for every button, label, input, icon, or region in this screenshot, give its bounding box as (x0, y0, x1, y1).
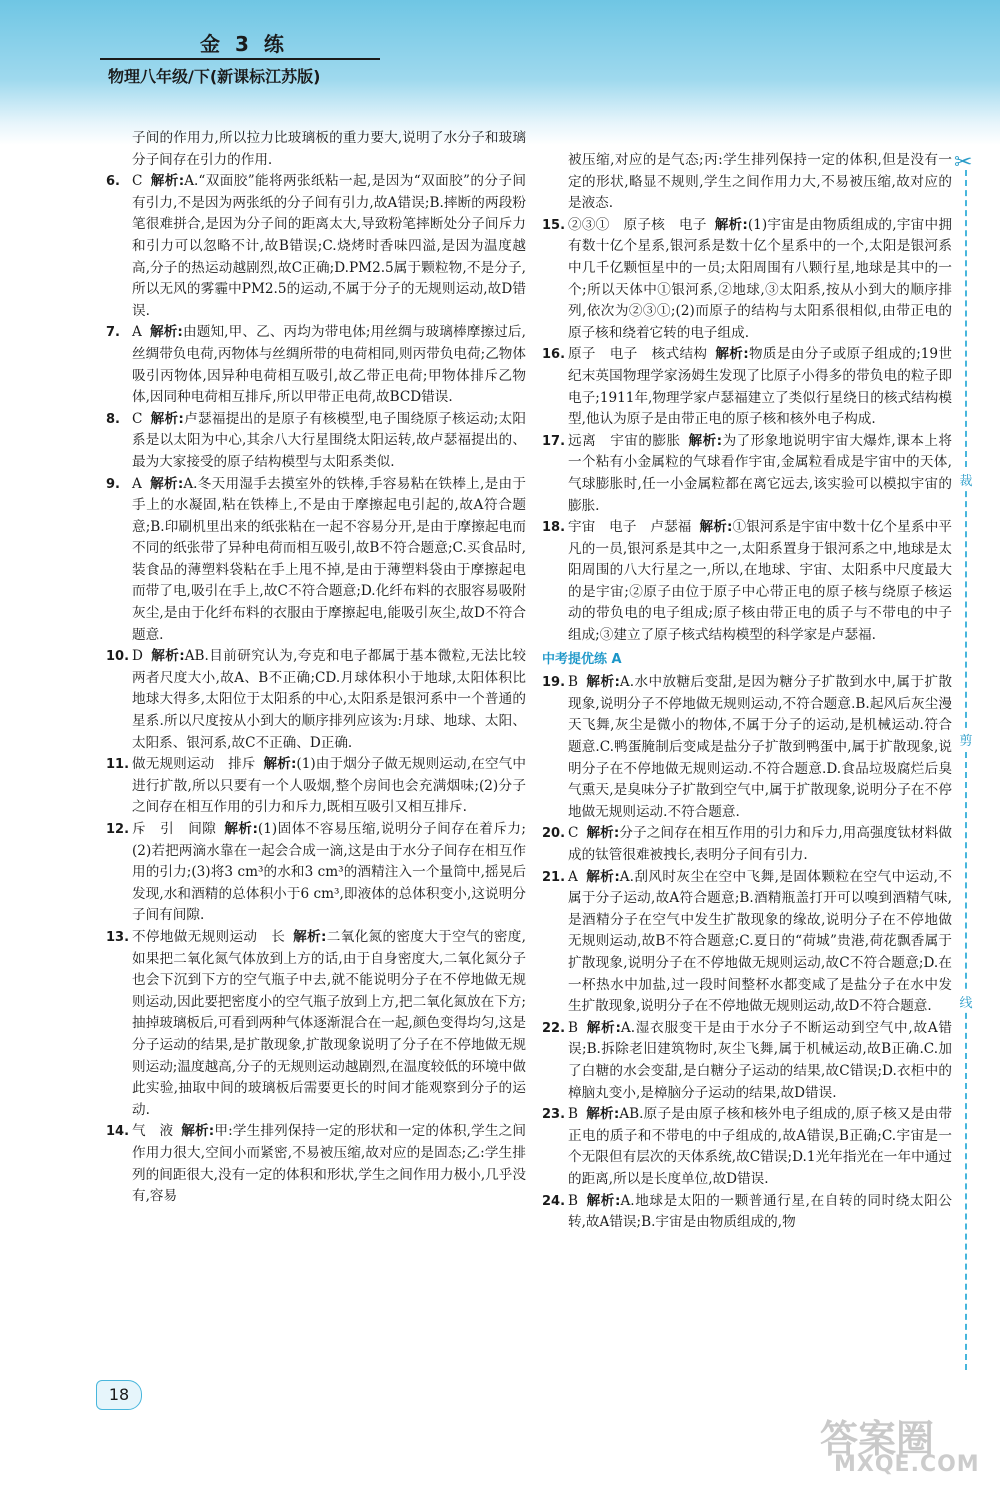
explanation-text: A.地球是太阳的一颗普通行星,在自转的同时绕太阳公转,故A错误;B.宇宙是由物质组成的,物 (568, 1192, 952, 1231)
question-number: 12. (106, 822, 130, 837)
question-number: 15. (542, 217, 566, 233)
answer-choice: 做无规则运动 排斥 (132, 756, 256, 773)
answer-choice: C (568, 825, 579, 842)
answer-item (106, 322, 526, 408)
explanation-text: ①银河系是宇宙中数十亿个星系中平凡的一员,银河系是其中之一,太阳系置身于银河系之中,地球是太阳周围的八大行星之一,所以,在地球、宇宙、太阳系中尺度最大的是宇宙;②原子由位于原子中心带正电的原子核与绕原子核运动的带负电的电子组成;原子核由带正电的质子与不带电的中子组成;③建立了原子核式结构模型的科学家是卢瑟福. (568, 519, 953, 644)
answer-item (106, 646, 526, 754)
answer-item (106, 1121, 526, 1207)
analysis-keyword: 解析: (585, 868, 620, 885)
analysis-keyword: 解析: (715, 346, 749, 363)
answer-choice: ②③① 原子核 电子 (568, 216, 707, 233)
book-title: 金 3 练 (200, 32, 288, 56)
question-number: 20. (542, 826, 566, 842)
answer-item (106, 171, 526, 322)
right-column (542, 150, 952, 1234)
answer-choice: 原子 电子 核式结构 (568, 346, 708, 363)
cut-label-xian: 线 (958, 992, 974, 1011)
explanation-text: 甲:学生排列保持一定的形状和一定的体积,学生之间作用力很大,空间小而紧密,不易被压缩,故对应的是固态;乙:学生排列的间距很大,没有一定的体积和形状,学生之间作用力极小,几乎没有,容易 (132, 1123, 527, 1205)
answer-choice: C (132, 410, 143, 427)
answer-choice: D (132, 648, 143, 665)
explanation-text: 子间的作用力,所以拉力比玻璃板的重力要大,说明了水分子和玻璃分子间存在引力的作用. (132, 130, 526, 168)
cut-label-cai: 裁 (958, 470, 974, 489)
answer-item (106, 754, 526, 819)
answer-item (542, 672, 952, 823)
answer-item (542, 1191, 952, 1234)
continued-text (542, 150, 952, 215)
answer-choice: C (132, 173, 143, 190)
explanation-text: A.湿衣服变干是由于水分子不断运动到空气中,故A错误;B.拆除老旧建筑物时,灰尘飞舞,属于机械运动,故B正确.C.加了白糖的水会变甜,是白糖分子运动的结果,故C错误;D.衣柜中的樟脑丸变小,是樟脑分子运动的结果,故D错误. (568, 1019, 952, 1101)
explanation-text: 分子之间存在相互作用的引力和斥力,用高强度钛材料做成的钛管很难被拽长,表明分子间有引力. (568, 825, 953, 863)
answer-item (542, 1018, 952, 1104)
answer-choice: 斥 引 间隙 (132, 821, 217, 837)
question-number: 9. (106, 476, 120, 492)
explanation-text: 由题知,甲、乙、丙均为带电体;用丝绸与玻璃棒摩擦过后,丝绸带负电荷,丙物体与丝绸所带的电荷相同,则丙带负电荷;乙物体吸引丙物体,因异种电荷相互吸引,故乙带正电荷;甲物体排斥乙物体,因同种电荷相互排斥,所以甲带正电荷,故BCD错误. (132, 324, 526, 406)
answer-item (542, 431, 952, 517)
analysis-keyword: 解析: (150, 648, 185, 665)
answer-item (106, 474, 526, 647)
question-number: 23. (542, 1107, 566, 1123)
answer-choice: A (568, 868, 578, 885)
explanation-text: (1)宇宙是由物质组成的,宇宙中拥有数十亿个星系,银河系是数十亿个星系中的一个,太阳是银河系中几千亿颗恒星中的一员;太阳周围有八颗行星,地球是其中的一个;所以天体中①银河系,②地球,③太阳系,按从小到大的顺序排列,依次为②③①;(2)而原子的结构与太阳系很相似,由带正电的原子核和绕着它转的电子组成. (568, 216, 953, 341)
question-number: 18. (542, 520, 566, 536)
question-number: 21. (542, 869, 566, 885)
explanation-text: A.冬天用湿手去摸室外的铁棒,手容易粘在铁棒上,是由于手上的水凝固,粘在铁棒上,不是由于摩擦起电引起的,故A符合题意;B.印刷机里出来的纸张粘在一起不容易分开,是由于摩擦起电而不同的纸张带了异种电荷而相互吸引,故B不符合题意;C.买食品时,装食品的薄塑料袋粘在手上甩不掉,是由于薄塑料袋由于摩擦起电而带了电,吸引在手上,故C不符合题意;D.化纤布料的衣服容易吸附灰尘,是由于化纤布料的衣服由于摩擦起电,能吸引灰尘,故D不符合题意. (132, 475, 527, 643)
scissors-icon: ✂ (954, 150, 973, 175)
question-number: 11. (106, 757, 130, 773)
analysis-keyword: 解析: (688, 432, 723, 449)
analysis-keyword: 解析: (150, 410, 184, 427)
page-header (0, 0, 1000, 145)
question-number: 13. (106, 929, 130, 945)
section-heading: 中考提优练 A (542, 651, 622, 667)
analysis-keyword: 解析: (586, 674, 620, 691)
analysis-keyword: 解析: (263, 756, 297, 773)
analysis-keyword: 解析: (586, 825, 620, 842)
analysis-keyword: 解析: (699, 519, 733, 536)
explanation-text: A.刮风时灰尘在空中飞舞,是固体颗粒在空气中运动,不属于分子运动,故A符合题意;B.酒精瓶盖打开可以嗅到酒精气味,是酒精分子在空气中发生扩散现象的缘故,说明分子在不停地做无规则运动,故B不符合题意;C.夏日的“荷城”贵港,荷花飘香属于扩散现象,说明分子在不停地做无规则运动,故C不符合题意;D.在一杯热水中加盐,过一段时间整杯水都变咸了是盐分子在水中发生扩散现象,说明分子在不停地做无规则运动,故D不符合题意. (568, 868, 953, 1015)
cut-label-jian: 剪 (958, 730, 974, 749)
cut-line (965, 170, 967, 1370)
answer-item (542, 867, 952, 1018)
watermark-url: MXQE.COM (834, 1452, 980, 1477)
explanation-text: (1)由于烟分子做无规则运动,在空气中进行扩散,所以只要有一个人吸烟,整个房间也会充满烟味;(2)分子之间存在相互作用的引力和斥力,既相互吸引又相互排斥. (132, 756, 527, 816)
answer-item (106, 819, 526, 927)
question-number: 19. (542, 675, 566, 691)
answer-choice: 远离 宇宙的膨胀 (568, 432, 681, 449)
explanation-text: 二氧化氮的密度大于空气的密度,如果把二氧化氮气体放到上方的话,由于自身密度大,二氧化氮分子也会下沉到下方的空气瓶子中去,就不能说明分子在不停地做无规则运动,因此要把密度小的空气瓶子放到上方,把二氧化氮放在下方;抽掉玻璃板后,可看到两种气体逐渐混合在一起,颜色变得均匀,这是分子运动的结果,是扩散现象,扩散现象说明了分子在不停地做无规则运动;温度越高,分子的无规则运动越剧烈,在温度较低的环境中做此实验,抽取中间的玻璃板后需要更长的时间才能观察到分子的运动. (132, 928, 527, 1118)
analysis-keyword: 解析: (586, 1106, 620, 1123)
analysis-keyword: 解析: (149, 324, 183, 341)
question-number: 6. (106, 174, 120, 190)
question-number: 17. (542, 433, 566, 449)
answer-choice: 宇宙 电子 卢瑟福 (568, 519, 692, 536)
explanation-text: (1)固体不容易压缩,说明分子间存在着斥力;(2)若把两滴水靠在一起会合成一滴,这是由于水分子间存在相互作用的引力;(3)将3 cm³的水和3 cm³的酒精注入一个量筒中,摇晃后发现,水和酒精的总体积小于6 cm³,即液体的总体积变小,这说明分子间有间隙. (132, 821, 527, 924)
answer-item (106, 409, 526, 474)
analysis-keyword: 解析: (150, 173, 185, 190)
question-number: 7. (106, 325, 120, 341)
answer-choice: 不停地做无规则运动 长 (132, 928, 286, 945)
explanation-text: A.水中放糖后变甜,是因为糖分子扩散到水中,属于扩散现象,说明分子不停地做无规则运动,不符合题意.B.起风后灰尘漫天飞舞,灰尘是微小的物体,不属于分子的运动,是机械运动.符合题意.C.鸭蛋腌制后变咸是盐分子扩散到鸭蛋中,属于扩散现象,说明分子在不停地做无规则运动.不符合题意.D.食品垃圾腐烂后臭气熏天,是臭味分子扩散到空气中,属于扩散现象,说明分子在不停地做无规则运动.不符合题意. (568, 674, 952, 820)
analysis-keyword: 解析: (293, 928, 327, 945)
explanation-text: AB.目前研究认为,夸克和电子都属于基本微粒,无法比较两者尺度大小,故A、B不正确;CD.月球体积小于地球,太阳体积比地球大得多,太阳位于太阳系的中心,太阳系是银河系中一个普通的星系.所以尺度按从小到大的顺序排列应该为:月球、地球、太阳、太阳系、银河系,故C不正确、D正确. (132, 648, 526, 751)
question-number: 22. (542, 1020, 566, 1036)
question-number: 24. (542, 1193, 566, 1209)
explanation-text: AB.原子是由原子核和核外电子组成的,原子核又是由带正电的质子和不带电的中子组成的,故A错误,B正确;C.宇宙是一个无限但有层次的天体系统,故C错误;D.1光年指光在一年中通过的距离,所以是长度单位,故D错误. (568, 1106, 953, 1187)
analysis-keyword: 解析: (224, 821, 258, 837)
analysis-keyword: 解析: (149, 475, 184, 492)
answer-item (106, 927, 526, 1121)
answer-choice: B (568, 1106, 578, 1123)
explanation-text: 被压缩,对应的是气态;丙:学生排列保持一定的体积,但是没有一定的形状,略显不规则,学生之间作用力大,不易被压缩,故对应的是液态. (568, 152, 952, 212)
answer-item (542, 1104, 952, 1190)
answer-choice: B (568, 1019, 578, 1036)
explanation-text: A.“双面胶”能将两张纸粘一起,是因为“双面胶”的分子间有引力,不是因为两张纸的分子间有引力,故A错误;B.摔断的两段粉笔很难拼合,是因为分子间的距离太大,导致粉笔摔断处分子间斥力和引力可以忽略不计,故B错误;C.烧烤时香味四溢,是因为温度越高,分子的热运动越剧烈,故C正确;D.PM2.5属于颗粒物,不是分子,所以无风的雾霾中PM2.5的运动,不属于分子的无规则运动,故D错误. (132, 173, 526, 319)
answer-choice: B (568, 674, 578, 691)
answer-choice: A (132, 475, 142, 492)
continued-text (106, 128, 526, 171)
explanation-text: 卢瑟福提出的是原子有核模型,电子围绕原子核运动;太阳系是以太阳为中心,其余八大行星围绕太阳运转,故卢瑟福提出的、最为大家接受的原子结构模型与太阳系类似. (132, 410, 526, 470)
explanation-text: 为了形象地说明宇宙大爆炸,课本上将一个粘有小金属粒的气球看作宇宙,金属粒看成是宇宙中的天体,气球膨胀时,任一小金属粒都在离它远去,该实验可以模拟宇宙的膨胀. (568, 432, 953, 514)
answer-item (542, 344, 952, 430)
analysis-keyword: 解析: (586, 1192, 621, 1209)
explanation-text: 物质是由分子或原子组成的;19世纪末英国物理学家汤姆生发现了比原子小得多的带负电的粒子即电子;1911年,物理学家卢瑟福建立了类似行星绕日的核式结构模型,他认为原子是由带正电的原子核和核外电子构成. (568, 346, 953, 428)
answer-item (542, 823, 952, 866)
watermark-logo: 答案圈 (820, 1417, 935, 1461)
analysis-keyword: 解析: (714, 216, 748, 233)
header-divider (100, 58, 380, 60)
left-column (106, 128, 526, 1208)
answer-item (542, 517, 952, 647)
answer-choice: A (132, 324, 142, 341)
answer-choice: 气 液 (132, 1123, 174, 1140)
analysis-keyword: 解析: (181, 1123, 215, 1140)
page-number: 18 (96, 1380, 142, 1410)
answer-item (542, 215, 952, 345)
question-number: 14. (106, 1124, 130, 1140)
answer-choice: B (568, 1192, 578, 1209)
question-number: 8. (106, 411, 120, 427)
question-number: 16. (542, 347, 566, 363)
book-subtitle: 物理八年级/下(新课标江苏版) (108, 67, 321, 86)
analysis-keyword: 解析: (586, 1019, 621, 1036)
question-number: 10. (106, 649, 130, 665)
